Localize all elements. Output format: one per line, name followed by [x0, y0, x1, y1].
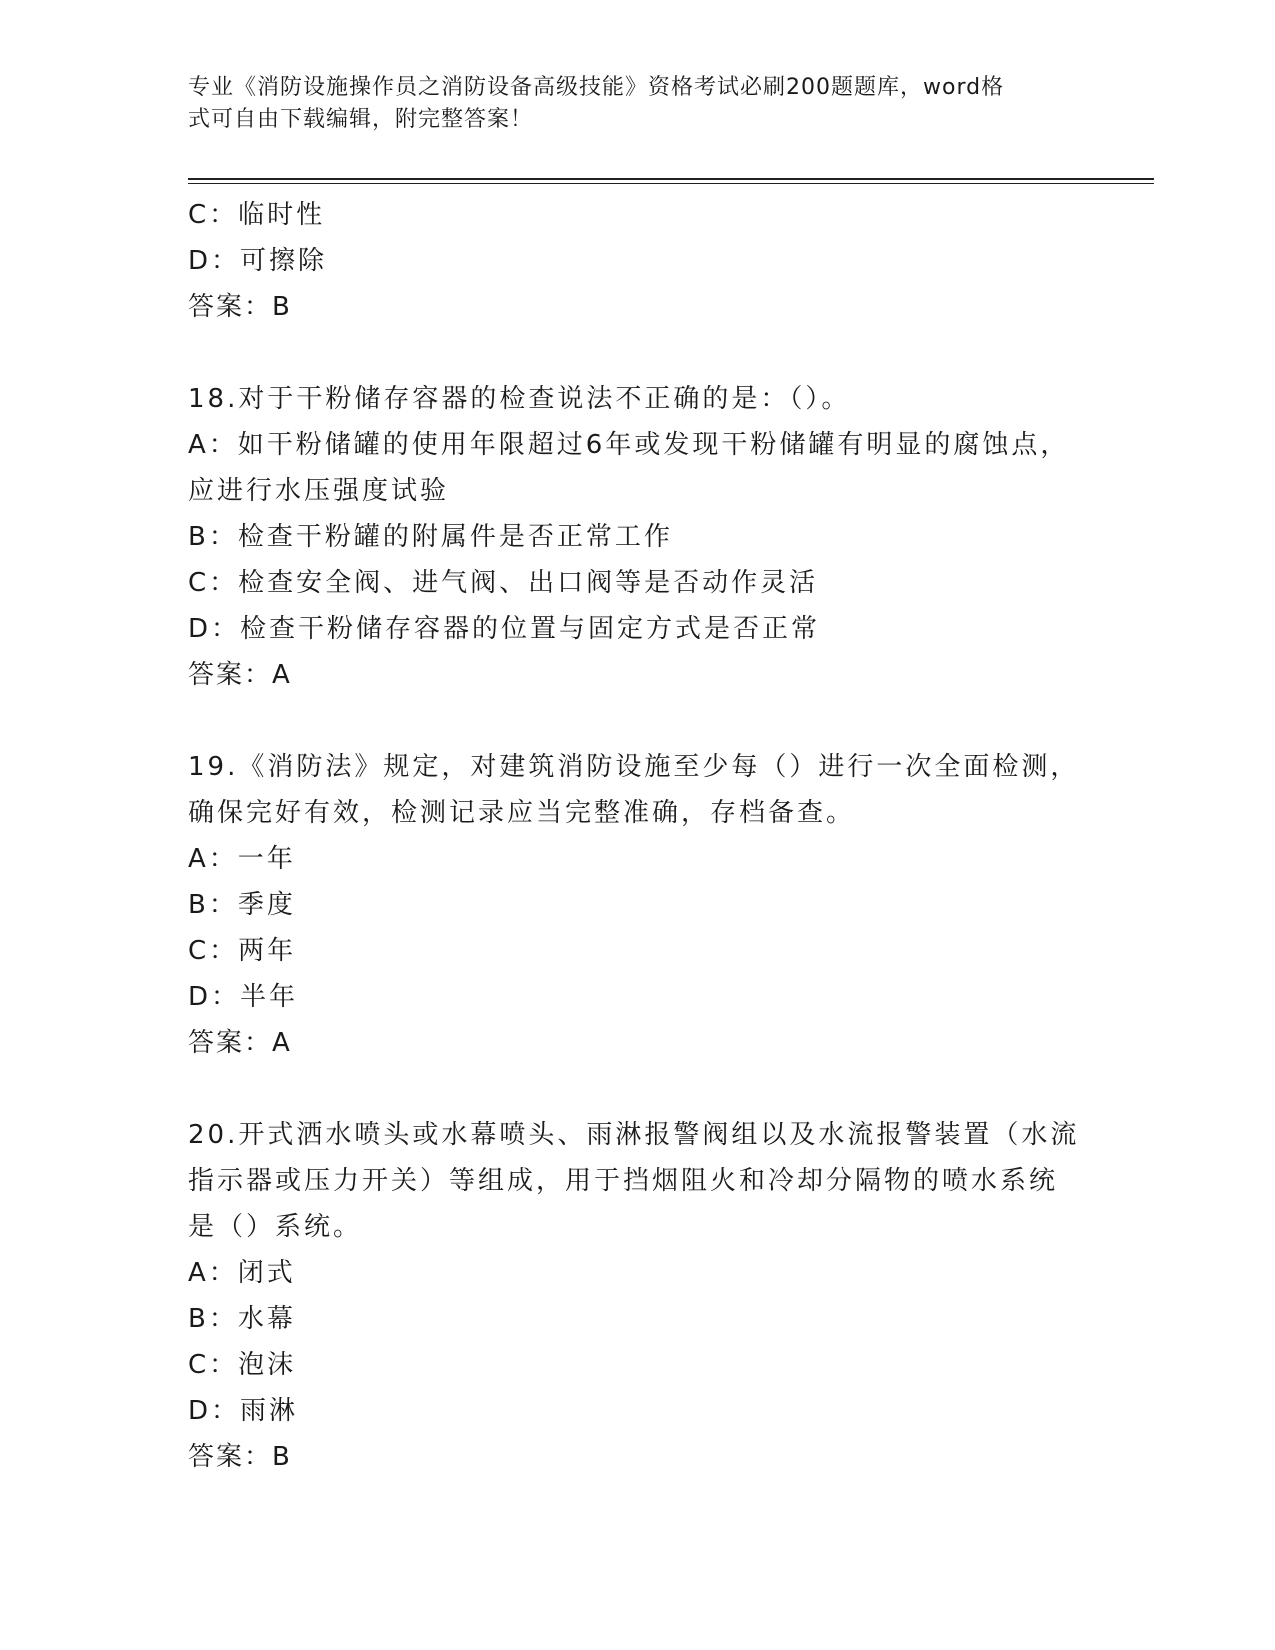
question-19-answer: 答案：A [188, 1028, 292, 1058]
question-18-option-c: C：检查安全阀、进气阀、出口阀等是否动作灵活 [188, 568, 819, 598]
question-20-option-b: B：水幕 [188, 1304, 296, 1334]
question-18-option-d: D：检查干粉储存容器的位置与固定方式是否正常 [188, 614, 821, 644]
document-header [188, 72, 1068, 136]
question-18-option-a: A：如干粉储罐的使用年限超过6年或发现干粉储罐有明显的腐蚀点， [188, 430, 1070, 460]
header-rule-thick [188, 178, 1154, 180]
header-rule-thin [188, 183, 1154, 184]
answer: 答案：B [188, 292, 292, 322]
question-19-option-a: A：一年 [188, 844, 296, 874]
header-line-1: 专业《消防设施操作员之消防设备高级技能》资格考试必刷200题题库，word格 [188, 75, 1005, 100]
question-content [188, 192, 1088, 1480]
question-19-stem: 19.《消防法》规定，对建筑消防设施至少每（）进行一次全面检测， [188, 752, 1080, 782]
question-20-option-c: C：泡沫 [188, 1350, 297, 1380]
question-19-option-b: B：季度 [188, 890, 296, 920]
question-18-option-b: B：检查干粉罐的附属件是否正常工作 [188, 522, 673, 552]
header-line-2: 式可自由下载编辑，附完整答案！ [188, 107, 534, 132]
question-20-answer: 答案：B [188, 1442, 292, 1472]
question-20-stem-cont-1: 指示器或压力开关）等组成，用于挡烟阻火和冷却分隔物的喷水系统 [188, 1166, 1059, 1196]
question-18-option-a-cont: 应进行水压强度试验 [188, 476, 450, 506]
question-20-stem-cont-2: 是（）系统。 [188, 1212, 363, 1242]
question-19-stem-cont: 确保完好有效，检测记录应当完整准确，存档备查。 [188, 798, 856, 828]
question-19-option-c: C：两年 [188, 936, 297, 966]
question-18-stem: 18.对于干粉储存容器的检查说法不正确的是：（）。 [188, 384, 851, 414]
question-20-option-a: A：闭式 [188, 1258, 296, 1288]
question-20-stem: 20.开式洒水喷头或水幕喷头、雨淋报警阀组以及水流报警装置（水流 [188, 1120, 1080, 1150]
question-19-option-d: D：半年 [188, 982, 299, 1012]
question-18-answer: 答案：A [188, 660, 292, 690]
option-d: D：可擦除 [188, 246, 328, 276]
option-c: C：临时性 [188, 200, 326, 230]
question-20-option-d: D：雨淋 [188, 1396, 299, 1426]
